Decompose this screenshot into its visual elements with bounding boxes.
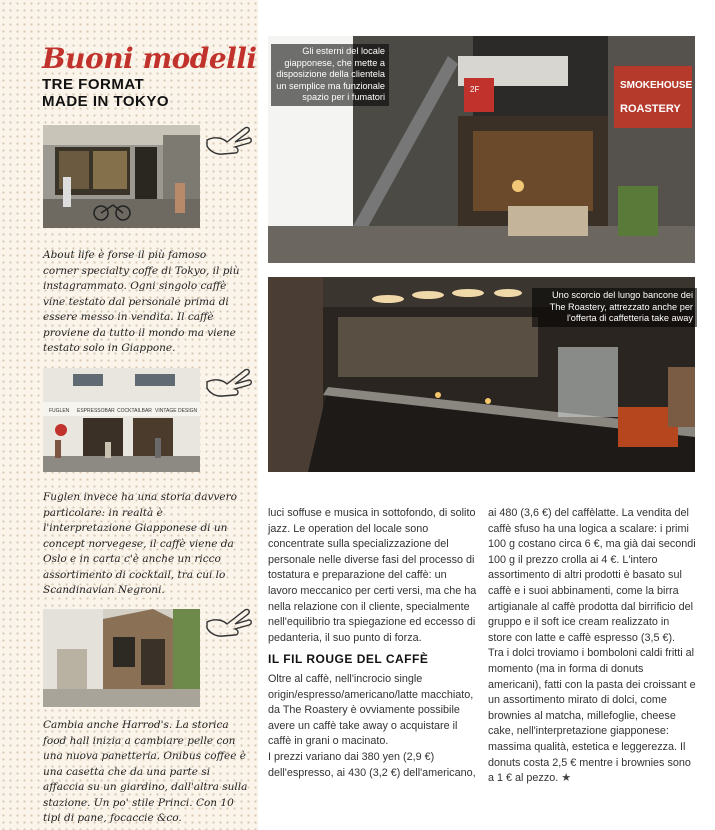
roastery-sign: ROASTERY [620, 103, 681, 115]
article-paragraph: luci soffuse e musica in sottofondo, di solito jazz. Le operation del locale sono concentrate sulla specializzazione del personale nelle diverse fasi del processo di tostatura e preparazione del caffè: un lavoro meccanico per certi versi, ma che ha nella relazione con il cliente, specialmente nell'equilibrio tra spiegazione ed eccesso di pedanteria, il suo punto di forza. [268, 507, 477, 644]
subtitle-line-2: MADE IN TOKYO [42, 93, 170, 110]
fuglen-caption: Fuglen invece ha una storia davvero particolare: in realtà è l'interpretazione Giapponese di un concept norvegese, il caffè viene da Oslo e in carta c'è anche un ricco assortimento di cocktail, tra cui lo Scandinavian Negroni. [43, 491, 237, 596]
cocktailbar-sign: COCKTAILBAR [117, 408, 152, 414]
sidebar-title: Buoni modelli [42, 42, 257, 75]
sidebar-subtitle [42, 76, 169, 110]
article-paragraph: ai 480 (3,6 €) del caffèlatte. La vendita del caffè sfuso ha una logica a scalare: i primi 100 g costano circa 6 €, ma già dai secondi 100 g il prezzo crolla ai 4 €. L'intero assortimento di altri prodotti è basato sul caffè e i suoi abbinamenti, come la birra artigianale al caffè prodotta dal birrificio del gruppo e il soft ice cream realizzato in store con latte e caffè espresso (3,5 €). [488, 507, 696, 644]
fuglen-sign: FUGLEN [49, 408, 70, 414]
article-paragraph: Tra i dolci troviamo i bomboloni caldi fritti al momento (ma in forma di donuts americani), fatti con la pasta dei croissant e un assortimento mirato di dolci, come brownies al matcha, millefoglie, cheese cake, nell'interpretazione giapponese: massima qualità, estetica e leggerezza. Il donuts costa 2,5 € mentre i brownies sono a 1 € al pezzo. [488, 647, 696, 785]
article-paragraph: Oltre al caffè, nell'incrocio single origin/espresso/americano/latte macchiato, da The Roastery è ovviamente possibile avere un caffè take away o acquistare il caffè in grani o macinato. [268, 672, 474, 748]
end-star-icon: ★ [561, 772, 571, 785]
espressobar-sign: ESPRESSOBAR [77, 408, 115, 414]
pointing-hand-icon [205, 360, 253, 404]
article-column-1 [268, 506, 478, 781]
vintage-design-sign: VINTAGE DESIGN [155, 408, 198, 414]
article-paragraph: I prezzi variano dai 380 yen (2,9 €) dell'espresso, ai 430 (3,2 €) dell'americano, [268, 750, 476, 779]
fuglen-photo [43, 368, 200, 472]
article-column-2 [488, 506, 696, 787]
counter-photo-caption: Uno scorcio del lungo bancone dei The Roastery, attrezzato anche per l'offerta di caffetteria take away [532, 288, 697, 327]
smokehouse-sign: SMOKEHOUSE [620, 80, 693, 91]
floor-sign: 2F [470, 85, 480, 94]
exterior-photo-caption: Gli esterni del locale giapponese, che mette a disposizione della clientela un semplice ma funzionale spazio per i fumatori [271, 44, 389, 106]
article-paragraph-last [488, 646, 696, 786]
about-life-photo [43, 125, 200, 228]
section-heading: IL FIL ROUGE DEL CAFFÈ [268, 652, 429, 667]
about-life-caption: About life è forse il più famoso corner specialty coffe di Tokyo, il più instagrammato. Ogni singolo caffè vine testato dal personale prima di essere messo in vendita. Il caffè proviene da tutto il mondo ma viene testato solo in Giappone. [43, 249, 240, 354]
onibus-photo [43, 609, 200, 707]
pointing-hand-icon [205, 600, 253, 644]
subtitle-line-1: TRE FORMAT [42, 76, 145, 93]
onibus-caption: Cambia anche Harrod's. La storica food hall inizia a cambiare pelle con una nuova panetteria. Onibus coffee è una casetta che da una parte si affaccia su un giardino, dall'altra sulla stazione. Un po' stile Princi. Con 10 tipi di pane, focaccie &co. [43, 719, 248, 824]
pointing-hand-icon [205, 118, 253, 162]
